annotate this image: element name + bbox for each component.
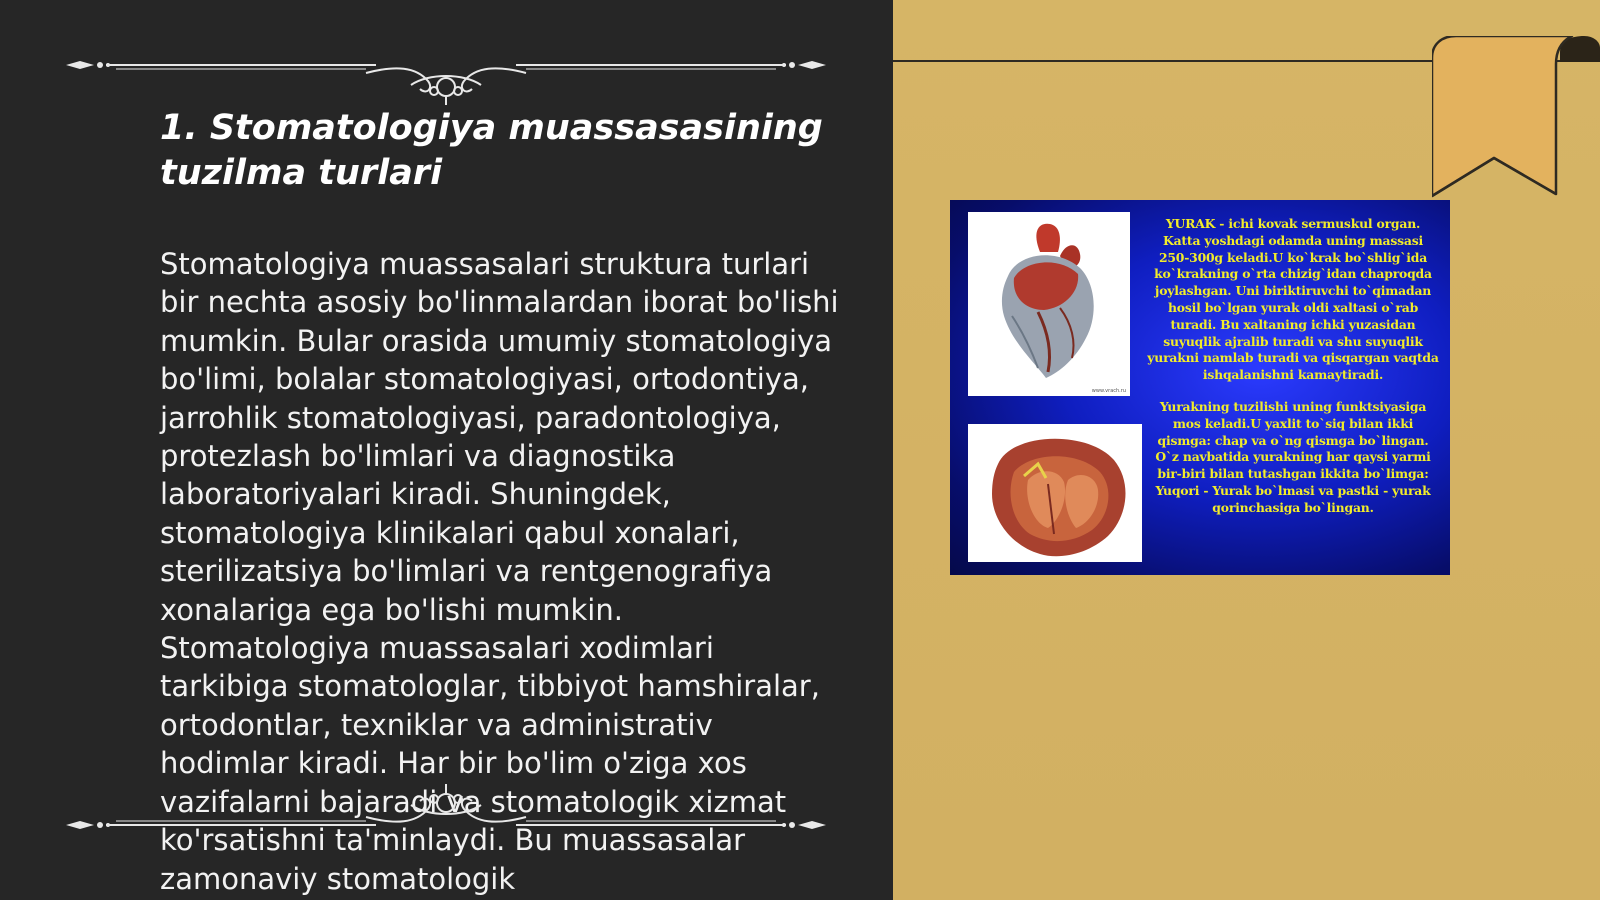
heart-interior-icon (968, 424, 1142, 562)
heart-exterior-illustration (968, 212, 1130, 396)
top-scroll-ornament (66, 45, 826, 105)
heart-description-paragraph-1: YURAK - ichi kovak sermuskul organ. Katta yoshdagi odamda uning massasi 250-300g keladi.U ko`krak bo`shlig`ida ko`krakning o`rta chizig`idan chaproqda joylashgan. Uni biriktiruvchi to`qimadan hosil bo`lgan yurak oldi xaltasi o`rab turadi. Bu xaltaning ichki yuzasidan suyuqlik ajralib turadi va shu suyuqlik yurakni namlab turadi va qisqargan vaqtda ishqalanishni kamaytiradi. (1147, 216, 1439, 383)
bookmark-ribbon-icon (1432, 36, 1600, 198)
heart-anatomy-picture (950, 200, 1450, 575)
bottom-scroll-ornament (66, 780, 826, 840)
photo-credit: www.vrach.ru (1091, 388, 1126, 394)
heart-exterior-icon (968, 212, 1130, 396)
heart-interior-illustration (968, 424, 1142, 562)
heart-description-paragraph-2: Yurakning tuzilishi uning funktsiyasiga mos keladi.U yaxlit to`siq bilan ikki qismga: chap va o`ng qismga bo`lingan. O`z navbatida yurakning har qaysi yarmi bir-biri bilan tutashgan ikkita bo`limga: Yuqori - Yurak bo`lmasi va pastki - yurak qorinchasiga bo`lingan. (1155, 399, 1431, 515)
slide-body-text: Stomatologiya muassasalari struktura turlari bir nechta asosiy bo'linmalardan iborat bo'lishi mumkin. Bular orasida umumiy stomatologiya bo'limi, bolalar stomatologiyasi, ortodontiya, jarrohlik stomatologiyasi, paradontologiya, protezlash bo'limlari va diagnostika laboratoriyalari kiradi. Shuningdek, stomatologiya klinikalari qabul xonalari, sterilizatsiya bo'limlari va rentgenografiya xonalariga ega bo'lishi mumkin. Stomatologiya muassasalari xodimlari tarkibiga stomatologlar, tibbiyot hamshiralar, ortodontlar, texniklar va administrativ hodimlar kiradi. Har bir bo'lim o'ziga xos vazifalarni bajaradi va stomatologik xizmat ko'rsatishni ta'minlaydi. Bu muassasalar zamonaviy stomatologik (160, 247, 839, 896)
slide-title: 1. Stomatologiya muassasasining tuzilma turlari (160, 108, 823, 193)
